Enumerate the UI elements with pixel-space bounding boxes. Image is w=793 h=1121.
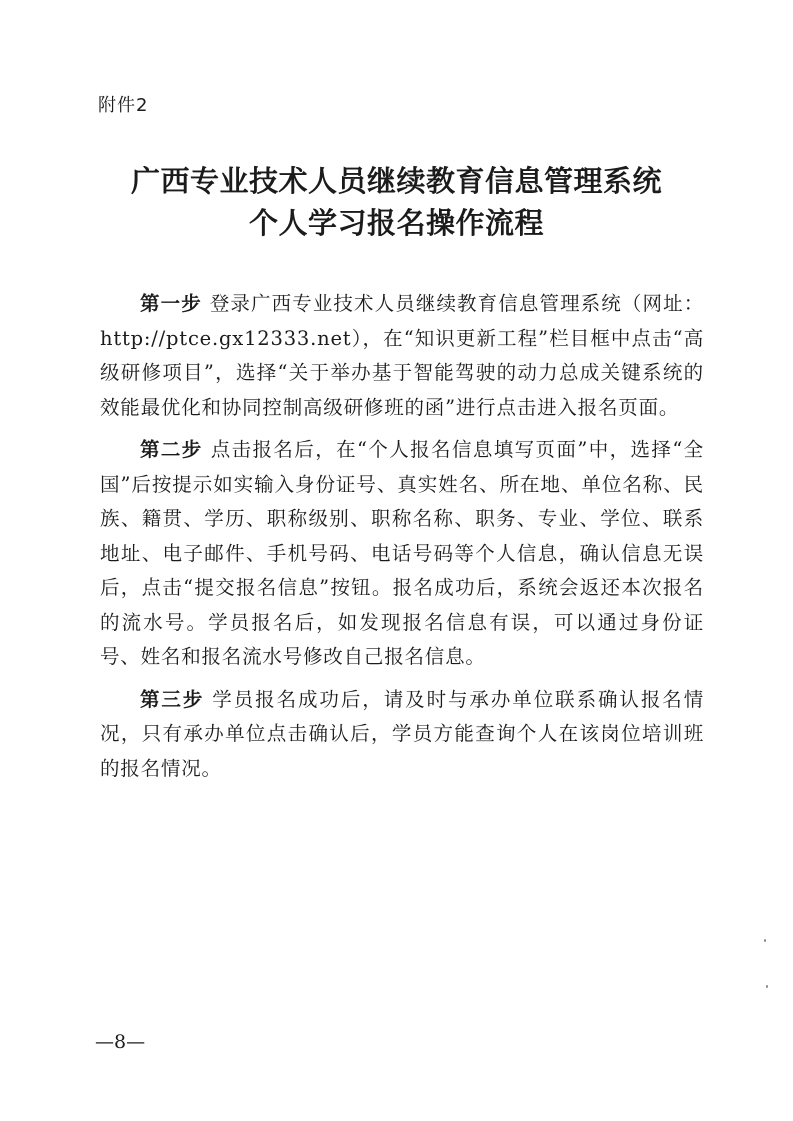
step-2-text: 点击报名后，在“个人报名信息填写页面”中，选择“全国”后按提示如实输入身份证号、真实姓名、所在地、单位名称、民族、籍贯、学历、职称级别、职称名称、职务、专业、学位、联系地址、电子邮件、手机号码、电话号码等个人信息，确认信息无误后，点击“提交报名信息”按钮。报名成功后，系统会返还本次报名的流水号。学员报名后，如发现报名信息有误，可以通过身份证号、姓名和报名流水号修改自己报名信息。 — [100, 438, 704, 668]
step-2-paragraph — [100, 433, 704, 675]
page-number: —8— — [95, 1031, 146, 1053]
step-1-text: 登录广西专业技术人员继续教育信息管理系统（网址：http://ptce.gx12333.net），在“知识更新工程”栏目框中点击“高级研修项目”，选择“关于举办基于智能驾驶的动力总成关键系统的效能最优化和协同控制高级研修班的函”进行点击进入报名页面。 — [100, 292, 704, 419]
document-body — [100, 287, 704, 794]
title-line-2: 个人学习报名操作流程 — [248, 206, 544, 241]
title-line-1: 广西专业技术人员继续教育信息管理系统 — [130, 164, 662, 198]
document-title — [0, 160, 793, 244]
step-3-paragraph — [100, 683, 704, 787]
scan-speck — [764, 939, 766, 942]
step-3-label: 第三步 — [140, 687, 205, 711]
step-2-label: 第二步 — [140, 438, 203, 461]
step-1-label: 第一步 — [140, 292, 202, 315]
step-1-paragraph — [100, 287, 704, 425]
attachment-label: 附件2 — [98, 95, 149, 116]
step-3-text: 学员报名成功后，请及时与承办单位联系确认报名情况，只有承办单位点击确认后，学员方能查询个人在该岗位培训班的报名情况。 — [100, 687, 705, 780]
scan-speck — [766, 985, 768, 988]
